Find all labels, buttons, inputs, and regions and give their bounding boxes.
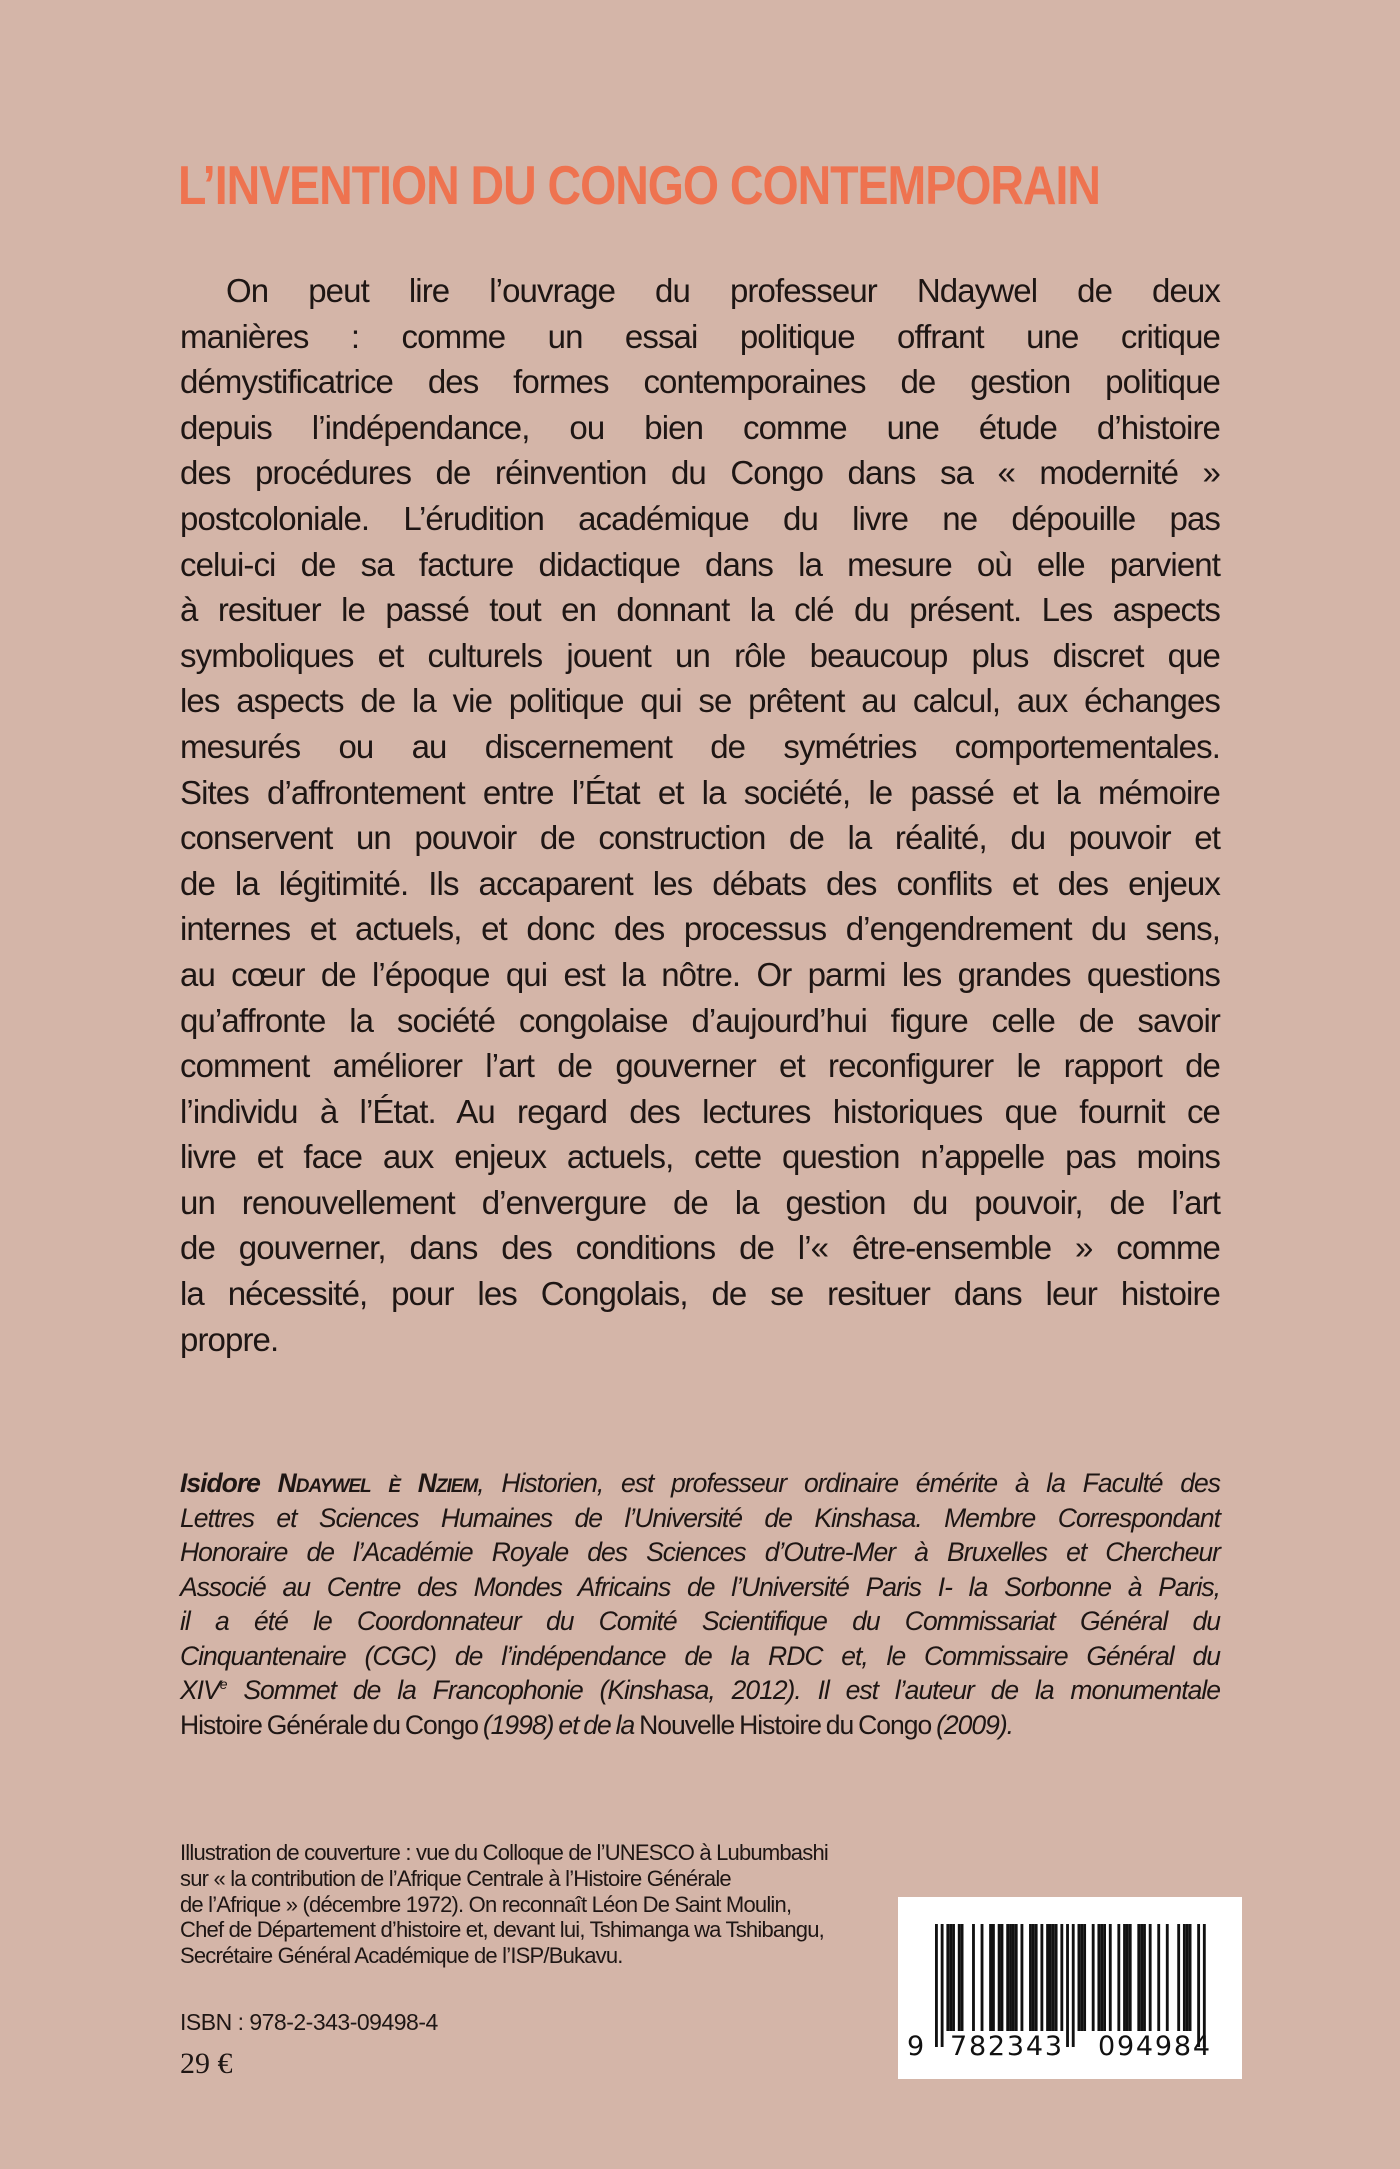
barcode-bar: [998, 1924, 1001, 2031]
barcode-graphic: [898, 1897, 1242, 2079]
author-bio: [180, 1466, 1220, 1742]
blurb-line: internes et actuels, et donc des processus d’engendrement du sens,: [180, 910, 1220, 948]
author-last-name: Ndaywel è Nziem: [277, 1468, 478, 1498]
blurb-line: à resituer le passé tout en donnant la clé du présent. Les aspects: [180, 591, 1220, 629]
blurb-line: Sites d’affrontement entre l’État et la société, le passé et la mémoire: [180, 773, 1220, 811]
barcode-bar: [949, 1924, 952, 2031]
barcode-bar: [1080, 1924, 1083, 2031]
price: 29 €: [180, 2047, 233, 2080]
blurb-line: les aspects de la vie politique qui se prêtent au calcul, aux échanges: [180, 682, 1220, 720]
author-first-name: Isidore: [180, 1468, 260, 1498]
barcode-bar: [941, 1924, 944, 2047]
barcode-bar: [1012, 1924, 1015, 2031]
barcode-bar: [958, 1924, 961, 2031]
blurb-line: mesurés ou au discernement de symétries comportementales.: [180, 727, 1220, 765]
barcode-bar: [946, 1924, 949, 2031]
blurb-line: conservent un pouvoir de construction de la réalité, du pouvoir et: [180, 819, 1220, 857]
blurb-line: qu’affronte la société congolaise d’aujourd’hui figure celle de savoir: [180, 1001, 1220, 1039]
barcode-digit-lead: 9: [907, 2031, 925, 2062]
barcode-bar: [989, 1924, 992, 2031]
blurb-line: démystificatrice des formes contemporaines de gestion politique: [180, 363, 1220, 401]
blurb-line: l’individu à l’État. Au regard des lectures historiques que fournit ce: [180, 1092, 1220, 1130]
barcode-bar: [1189, 1924, 1192, 2031]
barcode-bar: [1143, 1924, 1146, 2031]
credits-line: Chef de Département d’histoire et, devant lui, Tshimanga wa Tshibangu,: [180, 1917, 824, 1943]
blurb-line: de gouverner, dans des conditions de l’« être-ensemble » comme: [180, 1229, 1220, 1267]
barcode-bar: [1186, 1924, 1189, 2031]
barcode-bar: [972, 1924, 975, 2031]
barcode-bar: [1166, 1924, 1169, 2031]
bio-text: (2009).: [931, 1709, 1014, 1740]
barcode-bar: [1177, 1924, 1180, 2031]
barcode-digits-left: 782343: [950, 2031, 1062, 2062]
barcode-bar: [1123, 1924, 1126, 2031]
barcode-bar: [1040, 1924, 1043, 2031]
barcode-digits-right: 094984: [1098, 2031, 1210, 2062]
blurb-line: livre et face aux enjeux actuels, cette question n’appelle pas moins: [180, 1138, 1220, 1176]
barcode-bar: [981, 1924, 984, 2031]
blurb-line: propre.: [180, 1320, 279, 1358]
barcode-bar: [1103, 1924, 1106, 2031]
back-cover-blurb: [180, 268, 1220, 1362]
barcode-bar: [1009, 1924, 1012, 2031]
barcode-bar: [1117, 1924, 1120, 2031]
blurb-line: celui-ci de sa facture didactique dans la mesure où elle parvient: [180, 545, 1220, 583]
bio-line: [180, 1708, 1220, 1743]
barcode-bar: [1197, 1924, 1200, 2047]
blurb-line: la nécessité, pour les Congolais, de se resituer dans leur histoire: [180, 1275, 1220, 1313]
bio-text: , Historien, est professeur ordinaire émérite à la Faculté des: [477, 1468, 1220, 1498]
credits-line: Secrétaire Général Académique de l’ISP/Bukavu.: [180, 1943, 623, 1969]
blurb-line: des procédures de réinvention du Congo dans sa « modernité »: [180, 454, 1220, 492]
blurb-line: symboliques et culturels jouent un rôle beaucoup plus discret que: [180, 636, 1220, 674]
bio-line: Cinquantenaire (CGC) de l’indépendance de la RDC et, le Commissaire Général du: [180, 1640, 1220, 1671]
blurb-line: manières : comme un essai politique offrant une critique: [180, 317, 1220, 355]
barcode-bar: [1097, 1924, 1100, 2031]
barcode-bar: [1078, 1924, 1081, 2031]
barcode-bar: [1157, 1924, 1160, 2031]
barcode-bar: [1032, 1924, 1035, 2031]
barcode-bar: [1137, 1924, 1140, 2031]
barcode-bar: [1092, 1924, 1095, 2031]
cover-illustration-credits: [180, 1840, 900, 1969]
book-title: L’INVENTION DU CONGO CONTEMPORAIN: [178, 154, 1100, 216]
credits-line: Illustration de couverture : vue du Colloque de l’UNESCO à Lubumbashi: [180, 1840, 828, 1865]
barcode: [898, 1897, 1242, 2079]
barcode-bar: [1109, 1924, 1112, 2031]
work-title: Nouvelle Histoire du Congo: [639, 1709, 932, 1740]
barcode-bar: [1083, 1924, 1086, 2031]
bio-text: (1998) et de la: [478, 1709, 640, 1740]
bio-line: [180, 1673, 1220, 1708]
barcode-bar: [1100, 1924, 1103, 2031]
barcode-bar: [1060, 1924, 1063, 2031]
barcode-bar: [1006, 1924, 1009, 2031]
barcode-bar: [961, 1924, 964, 2031]
blurb-line: de la légitimité. Ils accaparent les débats des conflits et des enjeux: [180, 864, 1220, 902]
barcode-bar: [1001, 1924, 1004, 2031]
roman-numeral: XIV: [180, 1675, 220, 1705]
blurb-line: postcoloniale. L’érudition académique du livre ne dépouille pas: [180, 499, 1220, 537]
credits-line: sur « la contribution de l’Afrique Centrale à l’Histoire Générale: [180, 1865, 731, 1891]
blurb-line: depuis l’indépendance, ou bien comme une étude d’histoire: [180, 408, 1220, 446]
blurb-line: On peut lire l’ouvrage du professeur Ndaywel de deux: [226, 272, 1220, 309]
barcode-bar: [1126, 1924, 1129, 2031]
isbn: ISBN : 978-2-343-09498-4: [180, 2009, 438, 2035]
barcode-bars: [935, 1924, 1206, 2047]
barcode-bar: [935, 1924, 938, 2047]
barcode-bar: [1203, 1924, 1206, 2047]
barcode-bar: [1140, 1924, 1143, 2031]
bio-text: Sommet de la Francophonie (Kinshasa, 2012). Il est l’auteur de la monumentale: [226, 1675, 1220, 1705]
barcode-bar: [1129, 1924, 1132, 2031]
barcode-bar: [1035, 1924, 1038, 2031]
bio-line: Lettres et Sciences Humaines de l’Université de Kinshasa. Membre Correspondant: [180, 1502, 1220, 1533]
barcode-bar: [1029, 1924, 1032, 2031]
work-title: Histoire Générale du Congo: [180, 1709, 478, 1740]
blurb-line: au cœur de l’époque qui est la nôtre. Or parmi les grandes questions: [180, 955, 1220, 993]
barcode-bar: [1052, 1924, 1055, 2031]
barcode-bar: [1149, 1924, 1152, 2031]
bio-line: il a été le Coordonnateur du Comité Scientifique du Commissariat Général du: [180, 1606, 1220, 1636]
barcode-bar: [1046, 1924, 1049, 2031]
ordinal-superscript: e: [219, 1676, 227, 1692]
barcode-bar: [1049, 1924, 1052, 2031]
barcode-bar: [1055, 1924, 1058, 2031]
barcode-bar: [1066, 1924, 1069, 2047]
bio-line: Associé au Centre des Mondes Africains de l’Université Paris I- la Sorbonne à Paris,: [180, 1571, 1220, 1602]
blurb-line: comment améliorer l’art de gouverner et reconfigurer le rapport de: [180, 1047, 1220, 1085]
barcode-bar: [1072, 1924, 1075, 2047]
barcode-bar: [992, 1924, 995, 2031]
barcode-bar: [1021, 1924, 1024, 2031]
barcode-bar: [1015, 1924, 1018, 2031]
credits-line: de l’Afrique » (décembre 1972). On reconnaît Léon De Saint Moulin,: [180, 1891, 792, 1917]
bio-line: Honoraire de l’Académie Royale des Sciences d’Outre-Mer à Bruxelles et Chercheur: [180, 1537, 1220, 1567]
barcode-bar: [952, 1924, 955, 2031]
bio-line: [180, 1466, 1220, 1501]
blurb-line: un renouvellement d’envergure de la gestion du pouvoir, de l’art: [180, 1183, 1220, 1221]
barcode-bar: [1183, 1924, 1186, 2031]
